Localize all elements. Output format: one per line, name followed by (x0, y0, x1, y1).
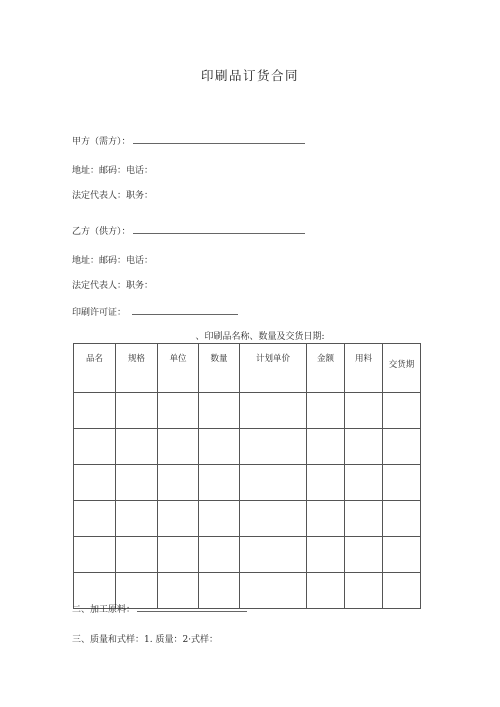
table-cell[interactable] (240, 573, 307, 609)
table-cell[interactable] (345, 573, 383, 609)
table-cell[interactable] (116, 465, 158, 501)
header-amount: 金额 (307, 344, 345, 393)
table-cell[interactable] (240, 501, 307, 537)
table-row (74, 537, 421, 573)
table-cell[interactable] (199, 429, 240, 465)
section-2-blank[interactable] (137, 602, 247, 612)
table-cell[interactable] (116, 537, 158, 573)
table-cell[interactable] (345, 501, 383, 537)
table-cell[interactable] (307, 573, 345, 609)
table-cell[interactable] (116, 501, 158, 537)
license-line (72, 305, 238, 319)
section-3-line: 三、质量和式样：1. 质量：2·式样： (72, 635, 219, 645)
table-cell[interactable] (74, 537, 116, 573)
table-row (74, 393, 421, 429)
table-cell[interactable] (74, 393, 116, 429)
table-cell[interactable] (116, 429, 158, 465)
party-a-line (72, 134, 305, 148)
table-cell[interactable] (74, 465, 116, 501)
table-cell[interactable] (383, 465, 421, 501)
party-b-representative-line: 法定代表人：职务： (72, 281, 154, 291)
table-cell[interactable] (199, 465, 240, 501)
party-a-blank[interactable] (133, 134, 305, 144)
table-row (74, 501, 421, 537)
table-cell[interactable] (158, 393, 199, 429)
table-row (74, 429, 421, 465)
table-cell[interactable] (199, 537, 240, 573)
header-unit: 单位 (158, 344, 199, 393)
table-cell[interactable] (158, 537, 199, 573)
header-product-name: 品名 (74, 344, 116, 393)
table-cell[interactable] (383, 393, 421, 429)
table-cell[interactable] (383, 537, 421, 573)
table-cell[interactable] (383, 429, 421, 465)
party-b-line (72, 224, 305, 238)
table-cell[interactable] (307, 429, 345, 465)
section-2-line (72, 602, 247, 615)
table-cell[interactable] (199, 393, 240, 429)
license-label: 印刷许可证： (72, 308, 127, 318)
document-title: 印刷品订货合同 (200, 68, 299, 83)
table-cell[interactable] (240, 393, 307, 429)
table-header-row (74, 344, 421, 393)
table-cell[interactable] (345, 537, 383, 573)
table-cell[interactable] (158, 501, 199, 537)
table-cell[interactable] (345, 465, 383, 501)
table-cell[interactable] (307, 501, 345, 537)
table-cell[interactable] (158, 429, 199, 465)
table-cell[interactable] (345, 429, 383, 465)
table-cell[interactable] (74, 429, 116, 465)
table-cell[interactable] (158, 465, 199, 501)
table-cell[interactable] (240, 429, 307, 465)
header-spec: 规格 (116, 344, 158, 393)
table-cell[interactable] (307, 465, 345, 501)
header-quantity: 数量 (199, 344, 240, 393)
table-cell[interactable] (383, 501, 421, 537)
order-table-body (74, 393, 421, 609)
party-a-address-line: 地址：邮码：电话： (72, 166, 154, 176)
table-cell[interactable] (307, 537, 345, 573)
order-table (73, 343, 421, 609)
table-cell[interactable] (116, 393, 158, 429)
table-cell[interactable] (345, 393, 383, 429)
party-a-representative-line: 法定代表人：职务： (72, 191, 154, 201)
table-cell[interactable] (240, 465, 307, 501)
party-b-blank[interactable] (133, 224, 305, 234)
header-delivery-date: 交货期 (383, 344, 421, 393)
table-row (74, 465, 421, 501)
section-1-caption: 、印刷品名称、数量及交货日期: (195, 332, 325, 342)
header-material: 用料 (345, 344, 383, 393)
table-cell[interactable] (307, 393, 345, 429)
table-cell[interactable] (199, 501, 240, 537)
table-cell[interactable] (383, 573, 421, 609)
license-blank[interactable] (132, 305, 238, 315)
table-cell[interactable] (74, 501, 116, 537)
party-b-address-line: 地址：邮码：电话： (72, 256, 154, 266)
table-cell[interactable] (240, 537, 307, 573)
header-unit-price: 计划单价 (240, 344, 307, 393)
party-a-label: 甲方（需方）： (72, 137, 131, 147)
party-b-label: 乙方（供方）： (72, 227, 131, 237)
section-2-label: 二、加工原料： (72, 605, 136, 615)
